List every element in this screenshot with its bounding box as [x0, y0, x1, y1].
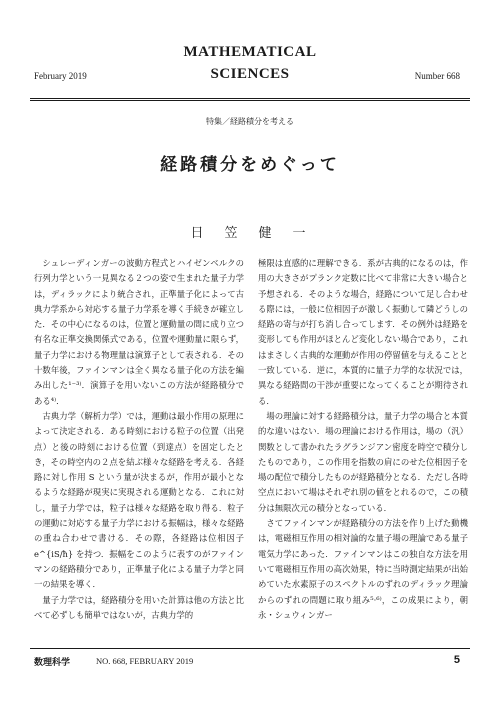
section-label: 特集／経路積分を考える	[206, 117, 294, 126]
paragraph: 量子力学では，経路積分を用いた計算は他の方法と比べて必ずしも簡単ではないが，古典力学的	[34, 594, 244, 620]
footer-issue: NO. 668, FEBRUARY 2019	[96, 656, 194, 666]
paragraph: 古典力学（解析力学）では，運動は最小作用の原理によって決定される．ある時刻における粒子の位置（出発点）と後の時刻における位置（到達点）を固定したとき，その時空内の２点を結ぶ様々な経路を考える．各経路に対し作用 S という量が決まるが，作用が最小となるような経路が現実に実現される運動となる．これに対し，量子力学では，粒子は様々な経路を取り得る．粒子の運動に対応する量子力学における振幅は，様々な経路の重ね合わせで書ける．その際，各経路は位相因子 e^{iS/ħ} を持つ．振幅をこのように表すのがファインマンの経路積分であり，正準量子化による量子力学と同一の結果を導く．	[34, 410, 244, 590]
magazine-title-line2: SCIENCES	[210, 66, 290, 82]
paragraph: 場の理論に対する経路積分は，量子力学の場合と本質的な違いはない．場の理論における作用は，場の（汎）関数として書かれたラグランジアン密度を時空で積分したものであり，この作用を指数の肩にのせた位相因子を場の配位で積分したものが経路積分となる．ただし各時空点において場はそれぞれ別の値をとれるので，この積分は無限次元の積分となっている．	[258, 410, 468, 513]
paragraph: シュレーディンガーの波動方程式とハイゼンベルクの行列力学という一見異なる２つの姿で生まれた量子力学は，ディラックにより統合され，正準量子化によって古典力学系から対応する量子力学系を導く手続きが確立した．その中心になるのは，位置と運動量の間に成り立つ有名な正準交換関係式である，位置や運動量に限らず，量子力学における物理量は演算子として表される．その十数年後，ファインマンは全く異なる量子化の方法を編み出した¹⁻³⁾．演算子を用いないこの方法が経路積分である⁴⁾．	[34, 258, 244, 406]
paragraph: さてファインマンが経路積分の方法を作り上げた動機は，電磁相互作用の相対論的な量子場の理論である量子電気力学にあった．ファインマンはこの独自な方法を用いて電磁相互作用の高次効果，特に当時測定結果が出始めていた水素原子のスペクトルのずれのディラック理論からのずれの問題に取り組み⁵·⁶⁾，この成果により，朝永・シュウィンガー	[258, 518, 468, 620]
issue-number: Number 668	[414, 71, 460, 81]
body-column-left	[34, 256, 244, 623]
page-number: 5	[453, 654, 460, 666]
author-name: 日 笠 健 一	[190, 226, 310, 241]
issue-date: February 2019	[34, 71, 87, 81]
footer-journal-name: 数理科学	[34, 658, 71, 668]
header-rule	[30, 98, 470, 101]
masthead	[0, 38, 500, 86]
article-title: 経路積分をめぐって	[160, 155, 340, 175]
paragraph: 極限は直感的に理解できる．系が古典的になるのは，作用の大きさがプランク定数に比べて非常に大きい場合と予想される．そのような場合，経路について足し合わせる際には，一般に位相因子が激しく振動して隣どうしの経路の寄与が打ち消し合ってします．その例外は経路を変形しても作用がほとんど変化しない場合であり，これはまさしく古典的な運動が作用の停留値を与えることと一致している．逆に，本質的に量子力学的な状況では，異なる経路間の干渉が重要になってくることが期待される．	[258, 258, 468, 406]
footer-rule	[30, 648, 470, 649]
magazine-title-line1: MATHEMATICAL	[183, 44, 317, 60]
body-column-right	[258, 256, 468, 623]
